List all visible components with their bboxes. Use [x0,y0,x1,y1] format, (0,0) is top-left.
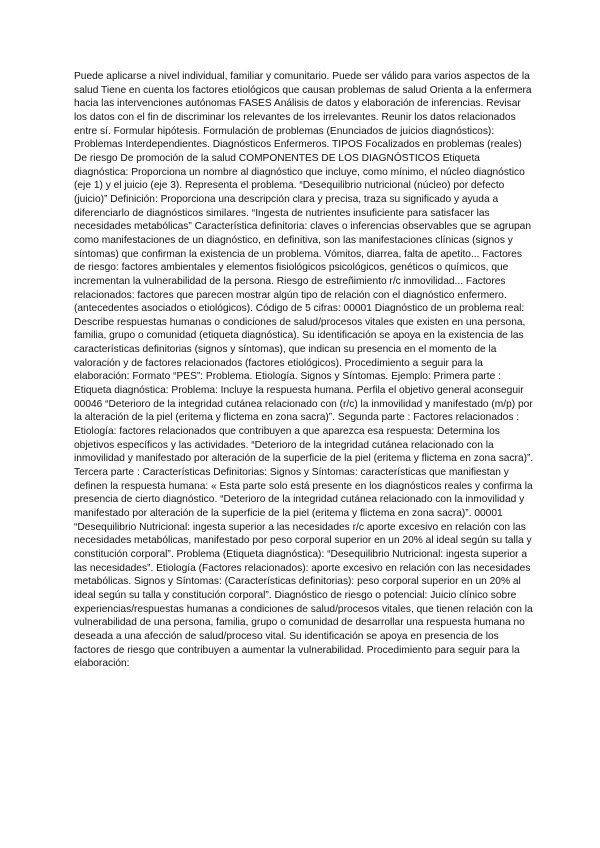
body-paragraph: Puede aplicarse a nivel individual, familiar y comunitario. Puede ser válido para varios aspectos de la salud Tiene en cuenta los factores etiológicos que causan problemas de salud Orienta a la enfermera hacia las intervenciones autónomas FASES Análisis de datos y elaboración de inferencias. Revisar los datos con el fin de discriminar los relevantes de los irrelevantes. Reunir los datos relacionados entre sí. Formular hipótesis. Formulación de problemas (Enunciados de juicios diagnósticos): Problemas Interdependientes. Diagnósticos Enfermeros. TIPOS Focalizados en problemas (reales) De riesgo De promoción de la salud COMPONENTES DE LOS DIAGNÓSTICOS Etiqueta diagnóstica: Proporciona un nombre al diagnóstico que incluye, como mínimo, el núcleo diagnóstico (eje 1) y el juicio (eje 3). Representa el problema. “Desequilibrio nutricional (núcleo) por defecto (juicio)” Definición: Proporciona una descripción clara y precisa, traza su significado y ayuda a diferenciarlo de diagnósticos similares. “Ingesta de nutrientes insuficiente para satisfacer las necesidades metabólicas” Característica definitoria: claves o inferencias observables que se agrupan como manifestaciones de un diagnóstico, en definitiva, son las manifestaciones clínicas (signos y síntomas) que confirman la existencia de un problema. Vómitos, diarrea, falta de apetito... Factores de riesgo: factores ambientales y elementos fisiológicos psicológicos, genéticos o químicos, que incrementan la vulnerabilidad de la persona. Riesgo de estreñimiento r/c inmovilidad... Factores relacionados: factores que parecen mostrar algún tipo de relación con el diagnóstico enfermero. (antecedentes asociados o etiológicos). Código de 5 cifras: 00001 Diagnóstico de un problema real: Describe respuestas humanas o condiciones de salud/procesos vitales que existen en una persona, familia, grupo o comunidad (etiqueta diagnóstica). Su identificación se apoya en la existencia de las características definitorias (signos y síntomas), que indican su presencia en el momento de la valoración y de factores relacionados (factores etiológicos). Procedimiento a seguir para la elaboración: Formato “PES”: Problema. Etiología. Signos y Síntomas. Ejemplo: Primera parte : Etiqueta diagnóstica: Problema: Incluye la respuesta humana. Perfila el objetivo general aconseguir 00046 “Deterioro de la integridad cutánea relacionado con (r/c) la inmovilidad y manifestado (m/p) por la alteración de la piel (eritema y flictema en zona sacra)”. Segunda parte : Factores relacionados : Etiología: factores relacionados que contribuyen a que aparezca esa respuesta: Determina los objetivos específicos y las actividades. “Deterioro de la integridad cutánea relacionado con la inmovilidad y manifestado por alteración de la superficie de la piel (eritema y flictema en zona sacra)”. Tercera parte : Características Definitorias: Signos y Síntomas: características que manifiestan y definen la respuesta humana: « Esta parte solo está presente en los diagnósticos reales y confirma la presencia de cierto diagnóstico. “Deterioro de la integridad cutánea relacionado con la inmovilidad y manifestado por alteración de la superficie de la piel (eritema y flictema en zona sacra)”. 00001 “Desequilibrio Nutricional: ingesta superior a las necesidades r/c aporte excesivo en relación con las necesidades metabólicas, manifestado por peso corporal superior en un 20% al ideal según su talla y constitución corporal”. Problema (Etiqueta diagnóstica): “Desequilibrio Nutricional: ingesta superior a las necesidades”. Etiología (Factores relacionados): aporte excesivo en relación con las necesidades metabólicas. Signos y Síntomas: (Características definitorias): peso corporal superior en un 20% al ideal según su talla y constitución corporal”. Diagnóstico de riesgo o potencial: Juicio clínico sobre experiencias/respuestas humanas a condiciones de salud/procesos vitales, que tienen relación con la vulnerabilidad de una persona, familia, grupo o comunidad de desarrollar una respuesta humana no deseada a una afección de salud/proceso vital. Su identificación se apoya en presencia de los factores de riesgo que contribuyen a aumentar la vulnerabilidad. Procedimiento para seguir para la elaboración: [74,71,534,670]
